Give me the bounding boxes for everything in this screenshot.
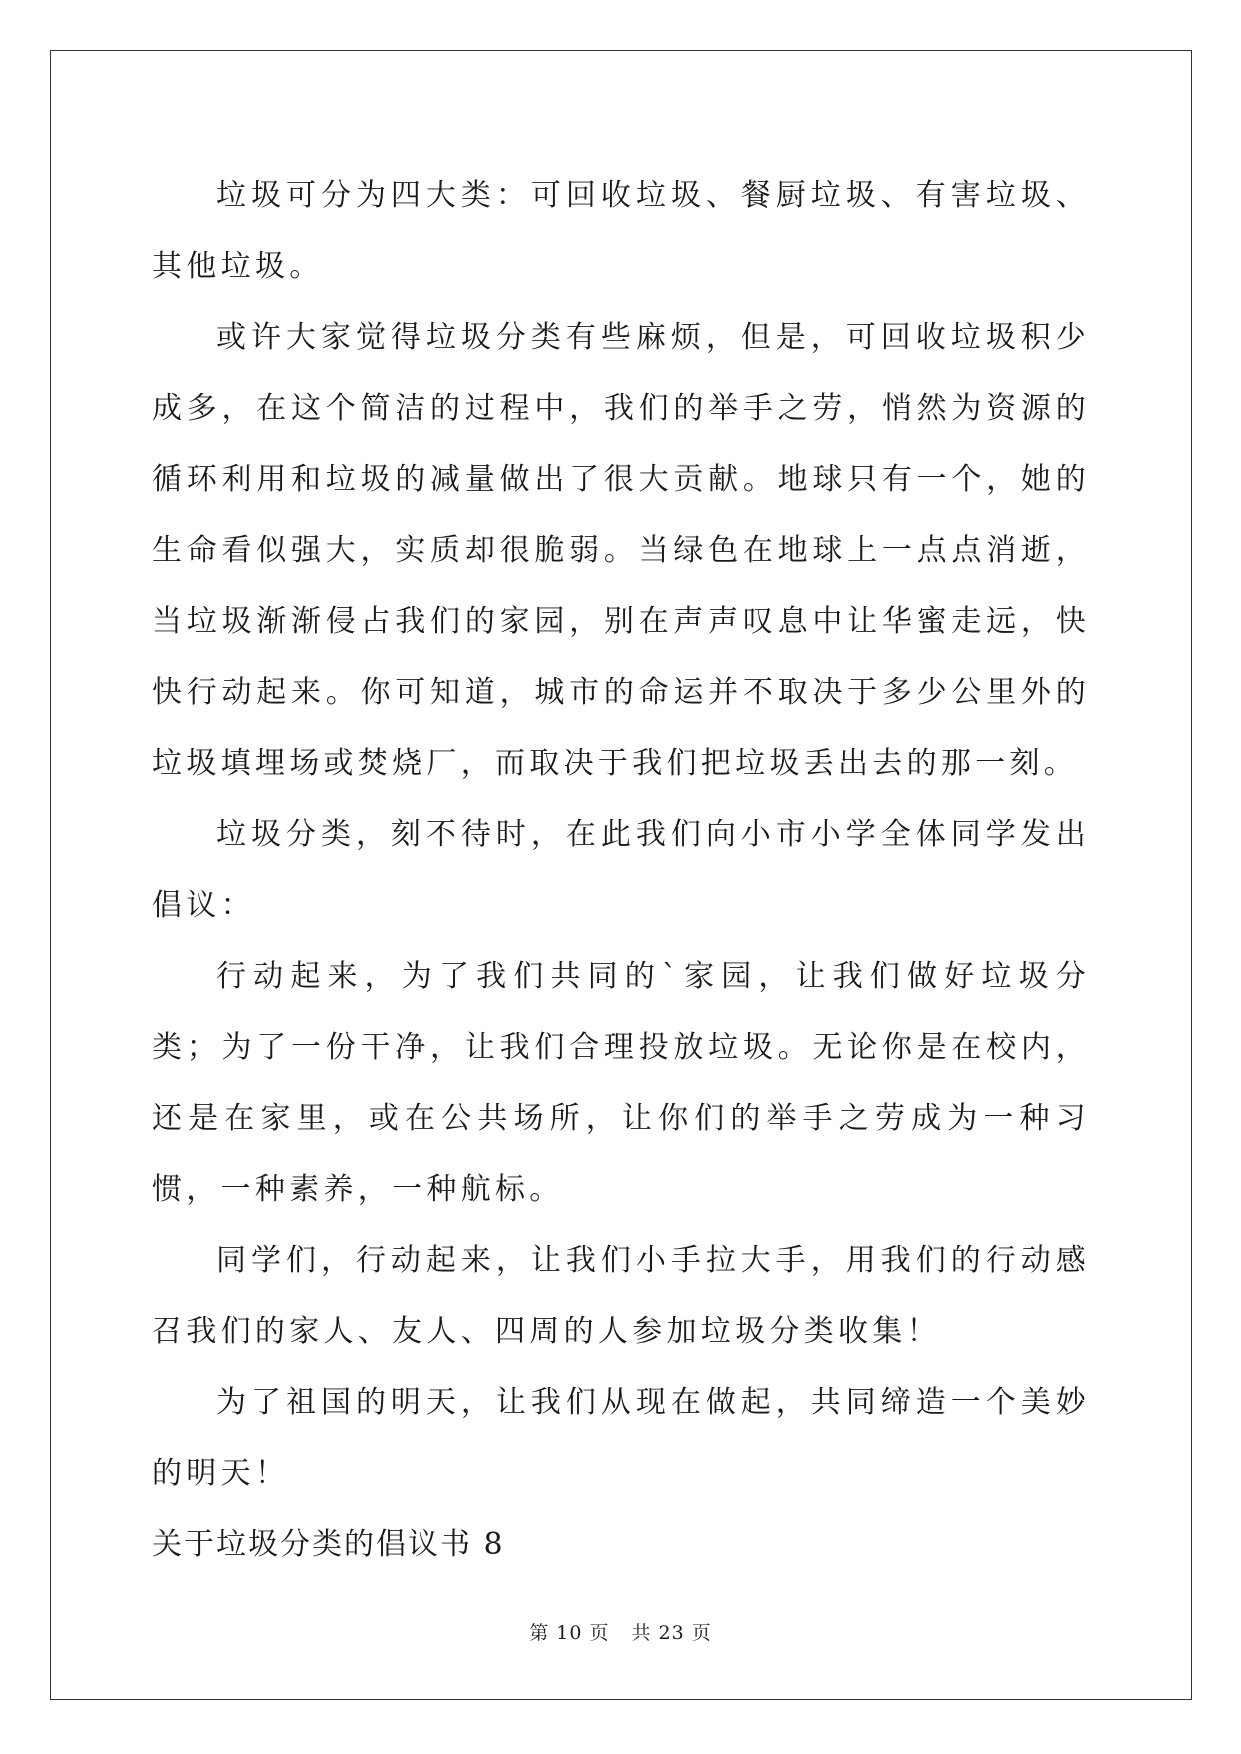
page-number: 第 10 页 (529, 1622, 610, 1644)
paragraph-tomorrow: 为了祖国的明天，让我们从现在做起，共同缔造一个美妙的明天！ (152, 1385, 1090, 1491)
document-body (152, 160, 1090, 1580)
paragraph-waste-categories: 垃圾可分为四大类：可回收垃圾、餐厨垃圾、有害垃圾、其他垃圾。 (152, 178, 1090, 284)
paragraph-take-action: 行动起来，为了我们共同的`家园，让我们做好垃圾分类；为了一份干净，让我们合理投放垃圾。无论你是在校内，还是在家里，或在公共场所，让你们的举手之劳成为一种习惯，一种素养，一种航标。 (152, 959, 1090, 1207)
section-heading: 关于垃圾分类的倡议书 8 (152, 1527, 505, 1562)
page-footer (0, 1618, 1241, 1645)
paragraph-initiative-call: 垃圾分类，刻不待时，在此我们向小市小学全体同学发出倡议： (152, 817, 1090, 923)
page-total: 共 23 页 (631, 1622, 712, 1644)
paragraph-classmates: 同学们，行动起来，让我们小手拉大手，用我们的行动感召我们的家人、友人、四周的人参加垃圾分类收集！ (152, 1243, 1090, 1349)
paragraph-recycling-importance: 或许大家觉得垃圾分类有些麻烦，但是，可回收垃圾积少成多，在这个简洁的过程中，我们的举手之劳，悄然为资源的循环利用和垃圾的减量做出了很大贡献。地球只有一个，她的生命看似强大，实质却很脆弱。当绿色在地球上一点点消逝，当垃圾渐渐侵占我们的家园，别在声声叹息中让华蜜走远，快快行动起来。你可知道，城市的命运并不取决于多少公里外的垃圾填埋场或焚烧厂，而取决于我们把垃圾丢出去的那一刻。 (152, 320, 1090, 781)
